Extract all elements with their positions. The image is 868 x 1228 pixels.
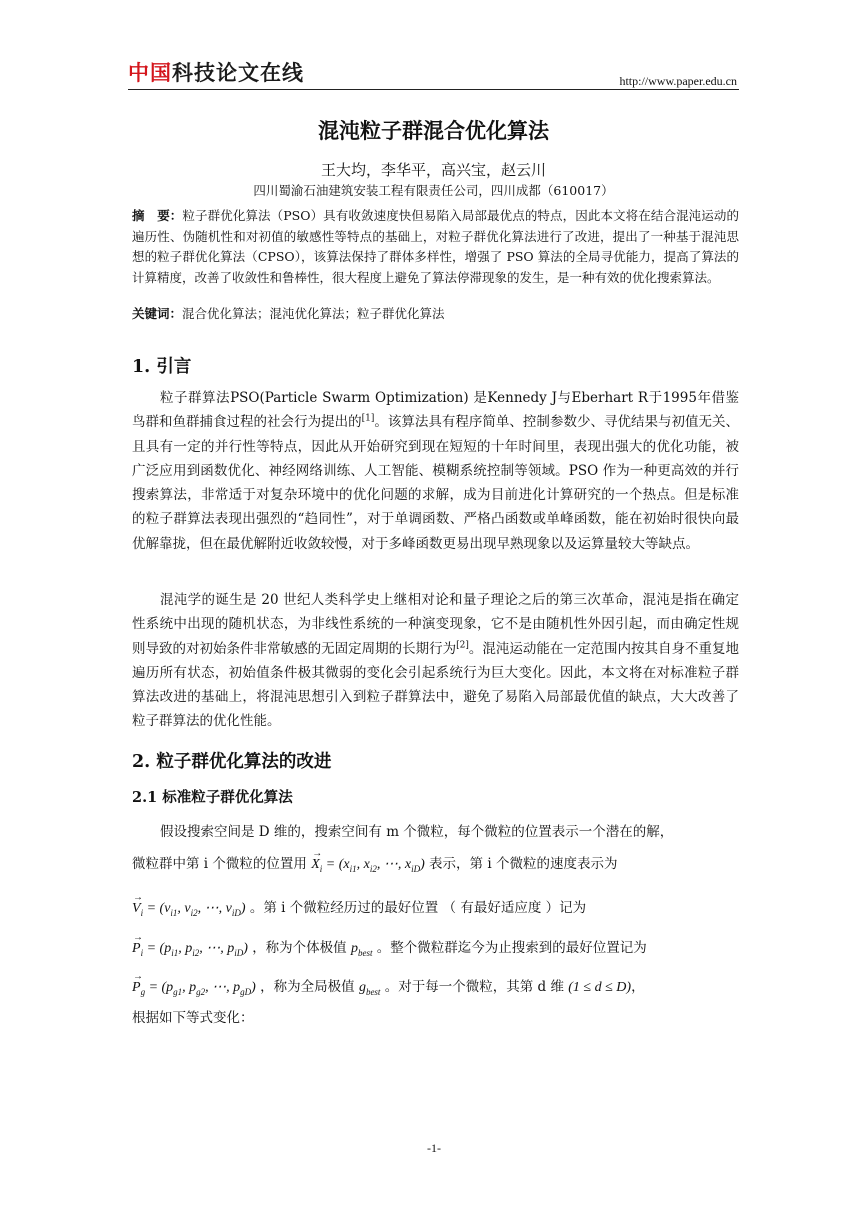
- pso-line-position: [132, 853, 739, 880]
- pso-line-update-intro: 根据如下等式变化：: [132, 1010, 254, 1026]
- intro-p2-text-a: 混沌学的诞生是 20 世纪人类科学史上继相对论和量子理论之后的第三次革命，混沌是指在确定性系统中出现的随机状态，为非线性系统的一种演变现象，它不是由随机性外因引起，而由确定性规则导致的对初始条件非常敏感的无固定周期的长期行为: [132, 592, 739, 657]
- site-url[interactable]: http://www.paper.edu.cn: [619, 74, 737, 88]
- logo-red-text: 中国: [128, 61, 172, 85]
- section-heading-pso-improvement: 2. 粒子群优化算法的改进: [132, 752, 332, 772]
- keywords-label: 关键词：: [132, 306, 183, 321]
- citation-1[interactable]: [1]: [361, 413, 375, 424]
- keywords: [132, 305, 739, 323]
- gbest-symbol: $g_{best}$: [358, 980, 381, 997]
- dimension-range-formula: (1 ≤ d ≤ D): [568, 980, 632, 995]
- paper-affiliation: 四川蜀渝石油建筑安装工程有限责任公司，四川成都（610017）: [253, 183, 614, 198]
- intro-p1-text-a: 粒子群算法PSO(Particle Swarm Optimization) 是Kennedy J与Eberhart R于1995年借鉴鸟群和鱼群捕食过程的社会行为提出的: [132, 390, 739, 431]
- page-number: -1-: [427, 1141, 441, 1155]
- pbest-symbol: $p_{best}$: [350, 941, 373, 958]
- pso-line-gbest: → $P_g = (p_{g1}$, $p_{g2}$, ⋯, $p_{gD}$) ，称为全局极值 $g_{best}$ 。对于每一个微粒，其第 d 维 (1 ≤ d ≤ D)，: [132, 976, 739, 1003]
- pso-line4-text-c: 。整个微粒群迄今为止搜索到的最好位置记为: [376, 940, 647, 956]
- header-rule: [128, 89, 739, 90]
- pso-line5-text-c: 。对于每一个微粒，其第 d 维: [384, 979, 564, 995]
- velocity-vector-formula: → $V_i = (v_{i1}$, $v_{i2}$, ⋯, $v_{iD}$): [132, 901, 246, 916]
- abstract-text: 粒子群优化算法（PSO）具有收敛速度快但易陷入局部最优点的特点，因此本文将在结合混沌运动的遍历性、伪随机性和对初值的敏感性等特点的基础上，对粒子群优化算法进行了改进，提出了一种基于混沌思想的粒子群优化算法（CPSO），该算法保持了群体多样性，增强了 PSO 算法的全局寻优能力，提高了算法的计算精度，改善了收敛性和鲁棒性，很大程度上避免了算法停滞现象的发生，是一种有效的优化搜索算法。: [132, 208, 739, 285]
- paper-authors: 王大均，李华平，高兴宝，赵云川: [320, 161, 546, 179]
- gbest-vector-formula: → $P_g = (p_{g1}$, $p_{g2}$, ⋯, $p_{gD}$): [132, 980, 256, 995]
- pso-line-pbest: [132, 937, 739, 964]
- pso-line5-text-b: ，称为全局极值: [260, 979, 355, 995]
- citation-2[interactable]: [2]: [456, 640, 469, 651]
- intro-paragraph-2: [132, 588, 739, 734]
- subsection-heading-standard-pso: 2.1 标准粒子群优化算法: [132, 789, 293, 806]
- intro-paragraph-1: [132, 386, 739, 556]
- intro-p1-text-b: 。该算法具有程序简单、控制参数少、寻优结果与初值无关、且具有一定的并行性等特点，因此从开始研究到现在短短的十年时间里，表现出强大的优化功能，被广泛应用到函数优化、神经网络训练、人工智能、模糊系统控制等领域。PSO 作为一种更高效的并行搜索算法，非常适于对复杂环境中的优化问题的求解，成为目前进化计算研究的一个热点。但是标准的粒子群算法表现出强烈的“趋同性”，对于单调函数、严格凸函数或单峰函数，能在初始时很快向最优解靠拢，但在最优解附近收敛较慢，对于多峰函数更易出现早熟现象以及运算量较大等缺点。: [132, 414, 740, 552]
- pso-paragraph-line-1: 假设搜索空间是 D 维的，搜索空间有 m 个微粒，每个微粒的位置表示一个潜在的解，: [160, 824, 674, 840]
- abstract: [132, 206, 739, 288]
- keywords-text: 混合优化算法；混沌优化算法；粒子群优化算法: [182, 306, 445, 321]
- section-heading-introduction: 1. 引言: [132, 357, 192, 377]
- pso-line3-text-b: 。第 i 个微粒经历过的最好位置 （ 有最好适应度 ）记为: [249, 900, 587, 916]
- intro-p2-text-b: 。混沌运动能在一定范围内按其自身不重复地遍历所有状态，初始值条件极其微弱的变化会引起系统行为巨大变化。因此，本文将在对标准粒子群算法改进的基础上，将混沌思想引入到粒子群算法中，避免了易陷入局部最优值的缺点，大大改善了粒子群算法的优化性能。: [132, 640, 740, 730]
- position-vector-formula: → $X_i = (x_{i1}$, $x_{i2}$, ⋯, $x_{iD}$): [311, 857, 425, 872]
- pso-line2-text-a: 微粒群中第 i 个微粒的位置用: [132, 856, 307, 872]
- abstract-label: 摘 要：: [132, 208, 183, 223]
- pso-line2-text-b: 表示，第 i 个微粒的速度表示为: [429, 856, 618, 872]
- site-logo[interactable]: [128, 60, 304, 86]
- pbest-vector-formula: → $P_i = (p_{i1}$, $p_{i2}$, ⋯, $p_{iD}$): [132, 941, 248, 956]
- paper-title: 混沌粒子群混合优化算法: [318, 119, 549, 143]
- pso-line4-text-b: ，称为个体极值: [252, 940, 347, 956]
- logo-dark-text: 科技论文在线: [172, 61, 304, 85]
- pso-line-velocity: [132, 897, 739, 924]
